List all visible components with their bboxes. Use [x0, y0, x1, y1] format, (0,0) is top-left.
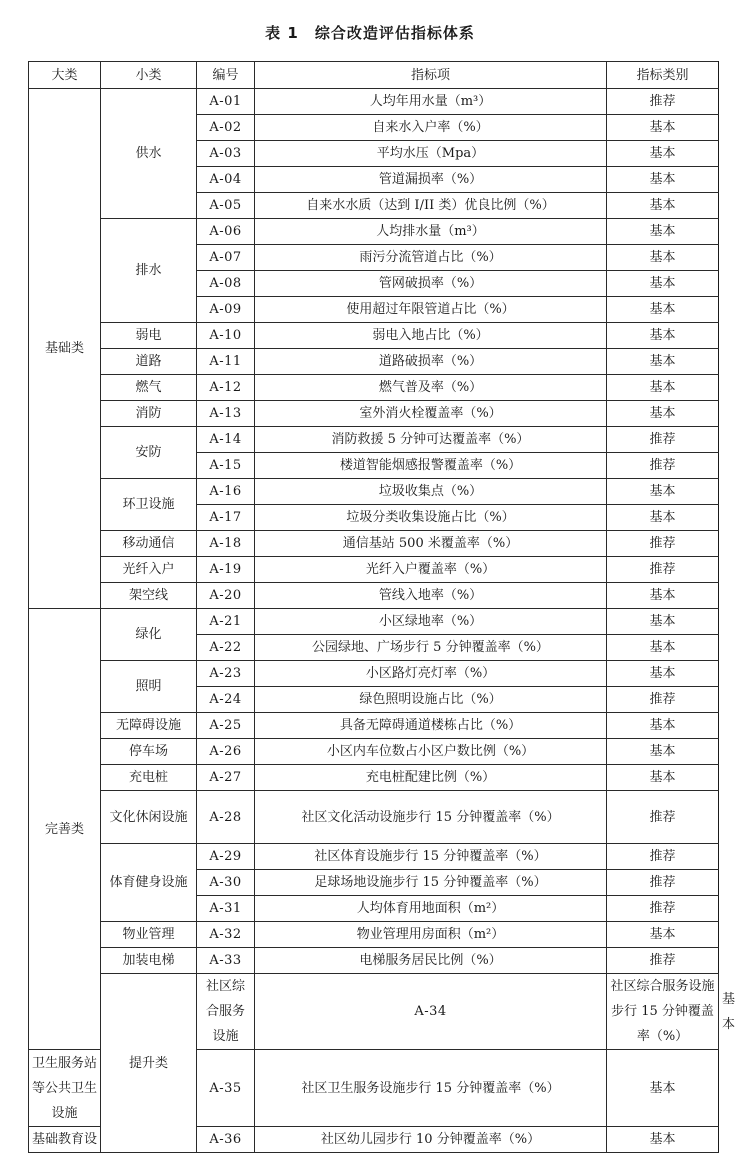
table-row — [29, 844, 719, 870]
subcategory-cell: 架空线 — [101, 583, 197, 609]
type-cell: 基本 — [607, 739, 719, 765]
subcategory-cell: 燃气 — [101, 375, 197, 401]
type-cell: 基本 — [607, 167, 719, 193]
code-cell: A-31 — [197, 896, 255, 922]
subcategory-cell: 无障碍设施 — [101, 713, 197, 739]
table-row — [29, 479, 719, 505]
code-cell: A-06 — [197, 219, 255, 245]
table-row: 提升类 社区综合服务设施 A-34 社区综合服务设施步行 15 分钟覆盖率（%） 基本 — [29, 974, 719, 1050]
indicator-cell: 社区体育设施步行 15 分钟覆盖率（%） — [255, 844, 607, 870]
code-cell: A-07 — [197, 245, 255, 271]
type-cell: 推荐 — [607, 687, 719, 713]
type-cell: 基本 — [607, 297, 719, 323]
header-subcategory: 小类 — [101, 62, 197, 89]
code-cell: A-32 — [197, 922, 255, 948]
subcategory-cell: 环卫设施 — [101, 479, 197, 531]
indicator-cell: 小区绿地率（%） — [255, 609, 607, 635]
subcategory-cell: 绿化 — [101, 609, 197, 661]
indicator-cell: 社区卫生服务设施步行 15 分钟覆盖率（%） — [255, 1050, 607, 1127]
indicator-cell: 管道漏损率（%） — [255, 167, 607, 193]
table-row — [29, 323, 719, 349]
code-cell: A-18 — [197, 531, 255, 557]
indicator-cell: 垃圾收集点（%） — [255, 479, 607, 505]
subcategory-cell: 弱电 — [101, 323, 197, 349]
type-cell: 基本 — [607, 1050, 719, 1127]
type-cell: 基本 — [607, 323, 719, 349]
type-cell: 推荐 — [607, 870, 719, 896]
indicator-cell: 自来水入户率（%） — [255, 115, 607, 141]
indicator-cell: 自来水水质（达到 I/II 类）优良比例（%） — [255, 193, 607, 219]
subcategory-cell: 基础教育设 — [29, 1127, 101, 1153]
indicator-cell: 人均年用水量（m³） — [255, 89, 607, 115]
type-cell: 推荐 — [607, 89, 719, 115]
indicator-cell: 充电桩配建比例（%） — [255, 765, 607, 791]
type-cell: 基本 — [607, 609, 719, 635]
code-cell: A-02 — [197, 115, 255, 141]
subcategory-cell: 消防 — [101, 401, 197, 427]
subcategory-cell: 文化休闲设施 — [101, 791, 197, 844]
table-row — [29, 557, 719, 583]
subcategory-cell: 加装电梯 — [101, 948, 197, 974]
type-cell: 推荐 — [607, 531, 719, 557]
subcategory-cell: 物业管理 — [101, 922, 197, 948]
code-cell: A-22 — [197, 635, 255, 661]
table-row — [29, 765, 719, 791]
table-row — [29, 609, 719, 635]
indicator-cell: 光纤入户覆盖率（%） — [255, 557, 607, 583]
type-cell: 基本 — [607, 505, 719, 531]
table-row — [29, 791, 719, 844]
type-cell: 基本 — [607, 219, 719, 245]
type-cell: 基本 — [607, 141, 719, 167]
type-cell: 基本 — [607, 401, 719, 427]
subcategory-cell: 供水 — [101, 89, 197, 219]
subcategory-cell: 停车场 — [101, 739, 197, 765]
type-cell: 基本 — [607, 635, 719, 661]
indicator-cell: 小区内车位数占小区户数比例（%） — [255, 739, 607, 765]
code-cell: A-15 — [197, 453, 255, 479]
indicator-cell: 使用超过年限管道占比（%） — [255, 297, 607, 323]
indicator-cell: 垃圾分类收集设施占比（%） — [255, 505, 607, 531]
subcategory-cell: 充电桩 — [101, 765, 197, 791]
category-cell: 基础类 — [29, 89, 101, 609]
type-cell: 基本 — [607, 375, 719, 401]
indicator-cell: 公园绿地、广场步行 5 分钟覆盖率（%） — [255, 635, 607, 661]
code-cell: A-08 — [197, 271, 255, 297]
table-row — [29, 661, 719, 687]
table-title: 表 1 综合改造评估指标体系 — [265, 24, 475, 42]
code-cell: A-17 — [197, 505, 255, 531]
type-cell: 基本 — [607, 349, 719, 375]
table-row — [29, 375, 719, 401]
indicator-cell: 弱电入地占比（%） — [255, 323, 607, 349]
code-cell: A-05 — [197, 193, 255, 219]
type-cell: 基本 — [607, 115, 719, 141]
category-cell: 完善类 — [29, 609, 101, 1050]
subcategory-cell: 移动通信 — [101, 531, 197, 557]
code-cell: A-16 — [197, 479, 255, 505]
indicator-cell: 人均体育用地面积（m²） — [255, 896, 607, 922]
code-cell: A-09 — [197, 297, 255, 323]
table-row — [29, 713, 719, 739]
code-cell: A-29 — [197, 844, 255, 870]
indicator-cell: 消防救援 5 分钟可达覆盖率（%） — [255, 427, 607, 453]
code-cell: A-19 — [197, 557, 255, 583]
indicator-cell: 雨污分流管道占比（%） — [255, 245, 607, 271]
code-cell: A-13 — [197, 401, 255, 427]
table-row — [29, 349, 719, 375]
table-row — [29, 583, 719, 609]
indicator-cell: 电梯服务居民比例（%） — [255, 948, 607, 974]
code-cell: A-24 — [197, 687, 255, 713]
type-cell: 基本 — [607, 922, 719, 948]
code-cell: A-28 — [197, 791, 255, 844]
table-row — [29, 531, 719, 557]
type-cell: 基本 — [607, 661, 719, 687]
table-row — [29, 948, 719, 974]
type-cell: 推荐 — [607, 948, 719, 974]
header-row — [29, 62, 719, 89]
code-cell: A-10 — [197, 323, 255, 349]
indicator-cell: 燃气普及率（%） — [255, 375, 607, 401]
indicator-cell: 社区综合服务设施步行 15 分钟覆盖率（%） — [607, 974, 719, 1050]
type-cell: 推荐 — [607, 791, 719, 844]
code-cell: A-35 — [197, 1050, 255, 1127]
code-cell: A-01 — [197, 89, 255, 115]
indicator-cell: 具备无障碍通道楼栋占比（%） — [255, 713, 607, 739]
table-row — [29, 89, 719, 115]
type-cell: 基本 — [607, 245, 719, 271]
code-cell: A-14 — [197, 427, 255, 453]
type-cell: 推荐 — [607, 453, 719, 479]
indicator-cell: 楼道智能烟感报警覆盖率（%） — [255, 453, 607, 479]
code-cell: A-27 — [197, 765, 255, 791]
subcategory-cell: 安防 — [101, 427, 197, 479]
indicator-cell: 室外消火栓覆盖率（%） — [255, 401, 607, 427]
table-row — [29, 219, 719, 245]
type-cell: 推荐 — [607, 427, 719, 453]
table-row — [29, 922, 719, 948]
code-cell: A-30 — [197, 870, 255, 896]
subcategory-cell: 卫生服务站等公共卫生设施 — [29, 1050, 101, 1127]
category-cell: 提升类 — [101, 974, 197, 1153]
code-cell: A-33 — [197, 948, 255, 974]
code-cell: A-23 — [197, 661, 255, 687]
type-cell: 基本 — [607, 479, 719, 505]
type-cell: 基本 — [607, 271, 719, 297]
code-cell: A-25 — [197, 713, 255, 739]
indicator-cell: 小区路灯亮灯率（%） — [255, 661, 607, 687]
indicator-cell: 平均水压（Mpa） — [255, 141, 607, 167]
type-cell: 基本 — [607, 713, 719, 739]
code-cell: A-20 — [197, 583, 255, 609]
subcategory-cell: 体育健身设施 — [101, 844, 197, 922]
type-cell: 推荐 — [607, 557, 719, 583]
subcategory-cell: 照明 — [101, 661, 197, 713]
table-row — [29, 401, 719, 427]
indicator-cell: 社区文化活动设施步行 15 分钟覆盖率（%） — [255, 791, 607, 844]
indicator-cell: 绿色照明设施占比（%） — [255, 687, 607, 713]
header-code: 编号 — [197, 62, 255, 89]
type-cell: 基本 — [607, 1127, 719, 1153]
indicator-table — [28, 61, 736, 1153]
type-cell: 基本 — [607, 765, 719, 791]
indicator-cell: 社区幼儿园步行 10 分钟覆盖率（%） — [255, 1127, 607, 1153]
subcategory-cell: 道路 — [101, 349, 197, 375]
code-cell: A-26 — [197, 739, 255, 765]
indicator-cell: 管网破损率（%） — [255, 271, 607, 297]
code-cell: A-04 — [197, 167, 255, 193]
indicator-cell: 管线入地率（%） — [255, 583, 607, 609]
code-cell: A-34 — [255, 974, 607, 1050]
header-type: 指标类别 — [607, 62, 719, 89]
indicator-cell: 足球场地设施步行 15 分钟覆盖率（%） — [255, 870, 607, 896]
code-cell: A-11 — [197, 349, 255, 375]
code-cell: A-12 — [197, 375, 255, 401]
type-cell: 基本 — [607, 583, 719, 609]
type-cell: 基本 — [607, 193, 719, 219]
type-cell: 推荐 — [607, 896, 719, 922]
indicator-cell: 物业管理用房面积（m²） — [255, 922, 607, 948]
code-cell: A-21 — [197, 609, 255, 635]
code-cell: A-36 — [197, 1127, 255, 1153]
table-row — [29, 739, 719, 765]
subcategory-cell: 社区综合服务设施 — [197, 974, 255, 1050]
indicator-cell: 通信基站 500 米覆盖率（%） — [255, 531, 607, 557]
header-category: 大类 — [29, 62, 101, 89]
header-indicator: 指标项 — [255, 62, 607, 89]
subcategory-cell: 排水 — [101, 219, 197, 323]
table-row — [29, 427, 719, 453]
subcategory-cell: 光纤入户 — [101, 557, 197, 583]
code-cell: A-03 — [197, 141, 255, 167]
type-cell: 推荐 — [607, 844, 719, 870]
indicator-cell: 道路破损率（%） — [255, 349, 607, 375]
indicator-cell: 人均排水量（m³） — [255, 219, 607, 245]
